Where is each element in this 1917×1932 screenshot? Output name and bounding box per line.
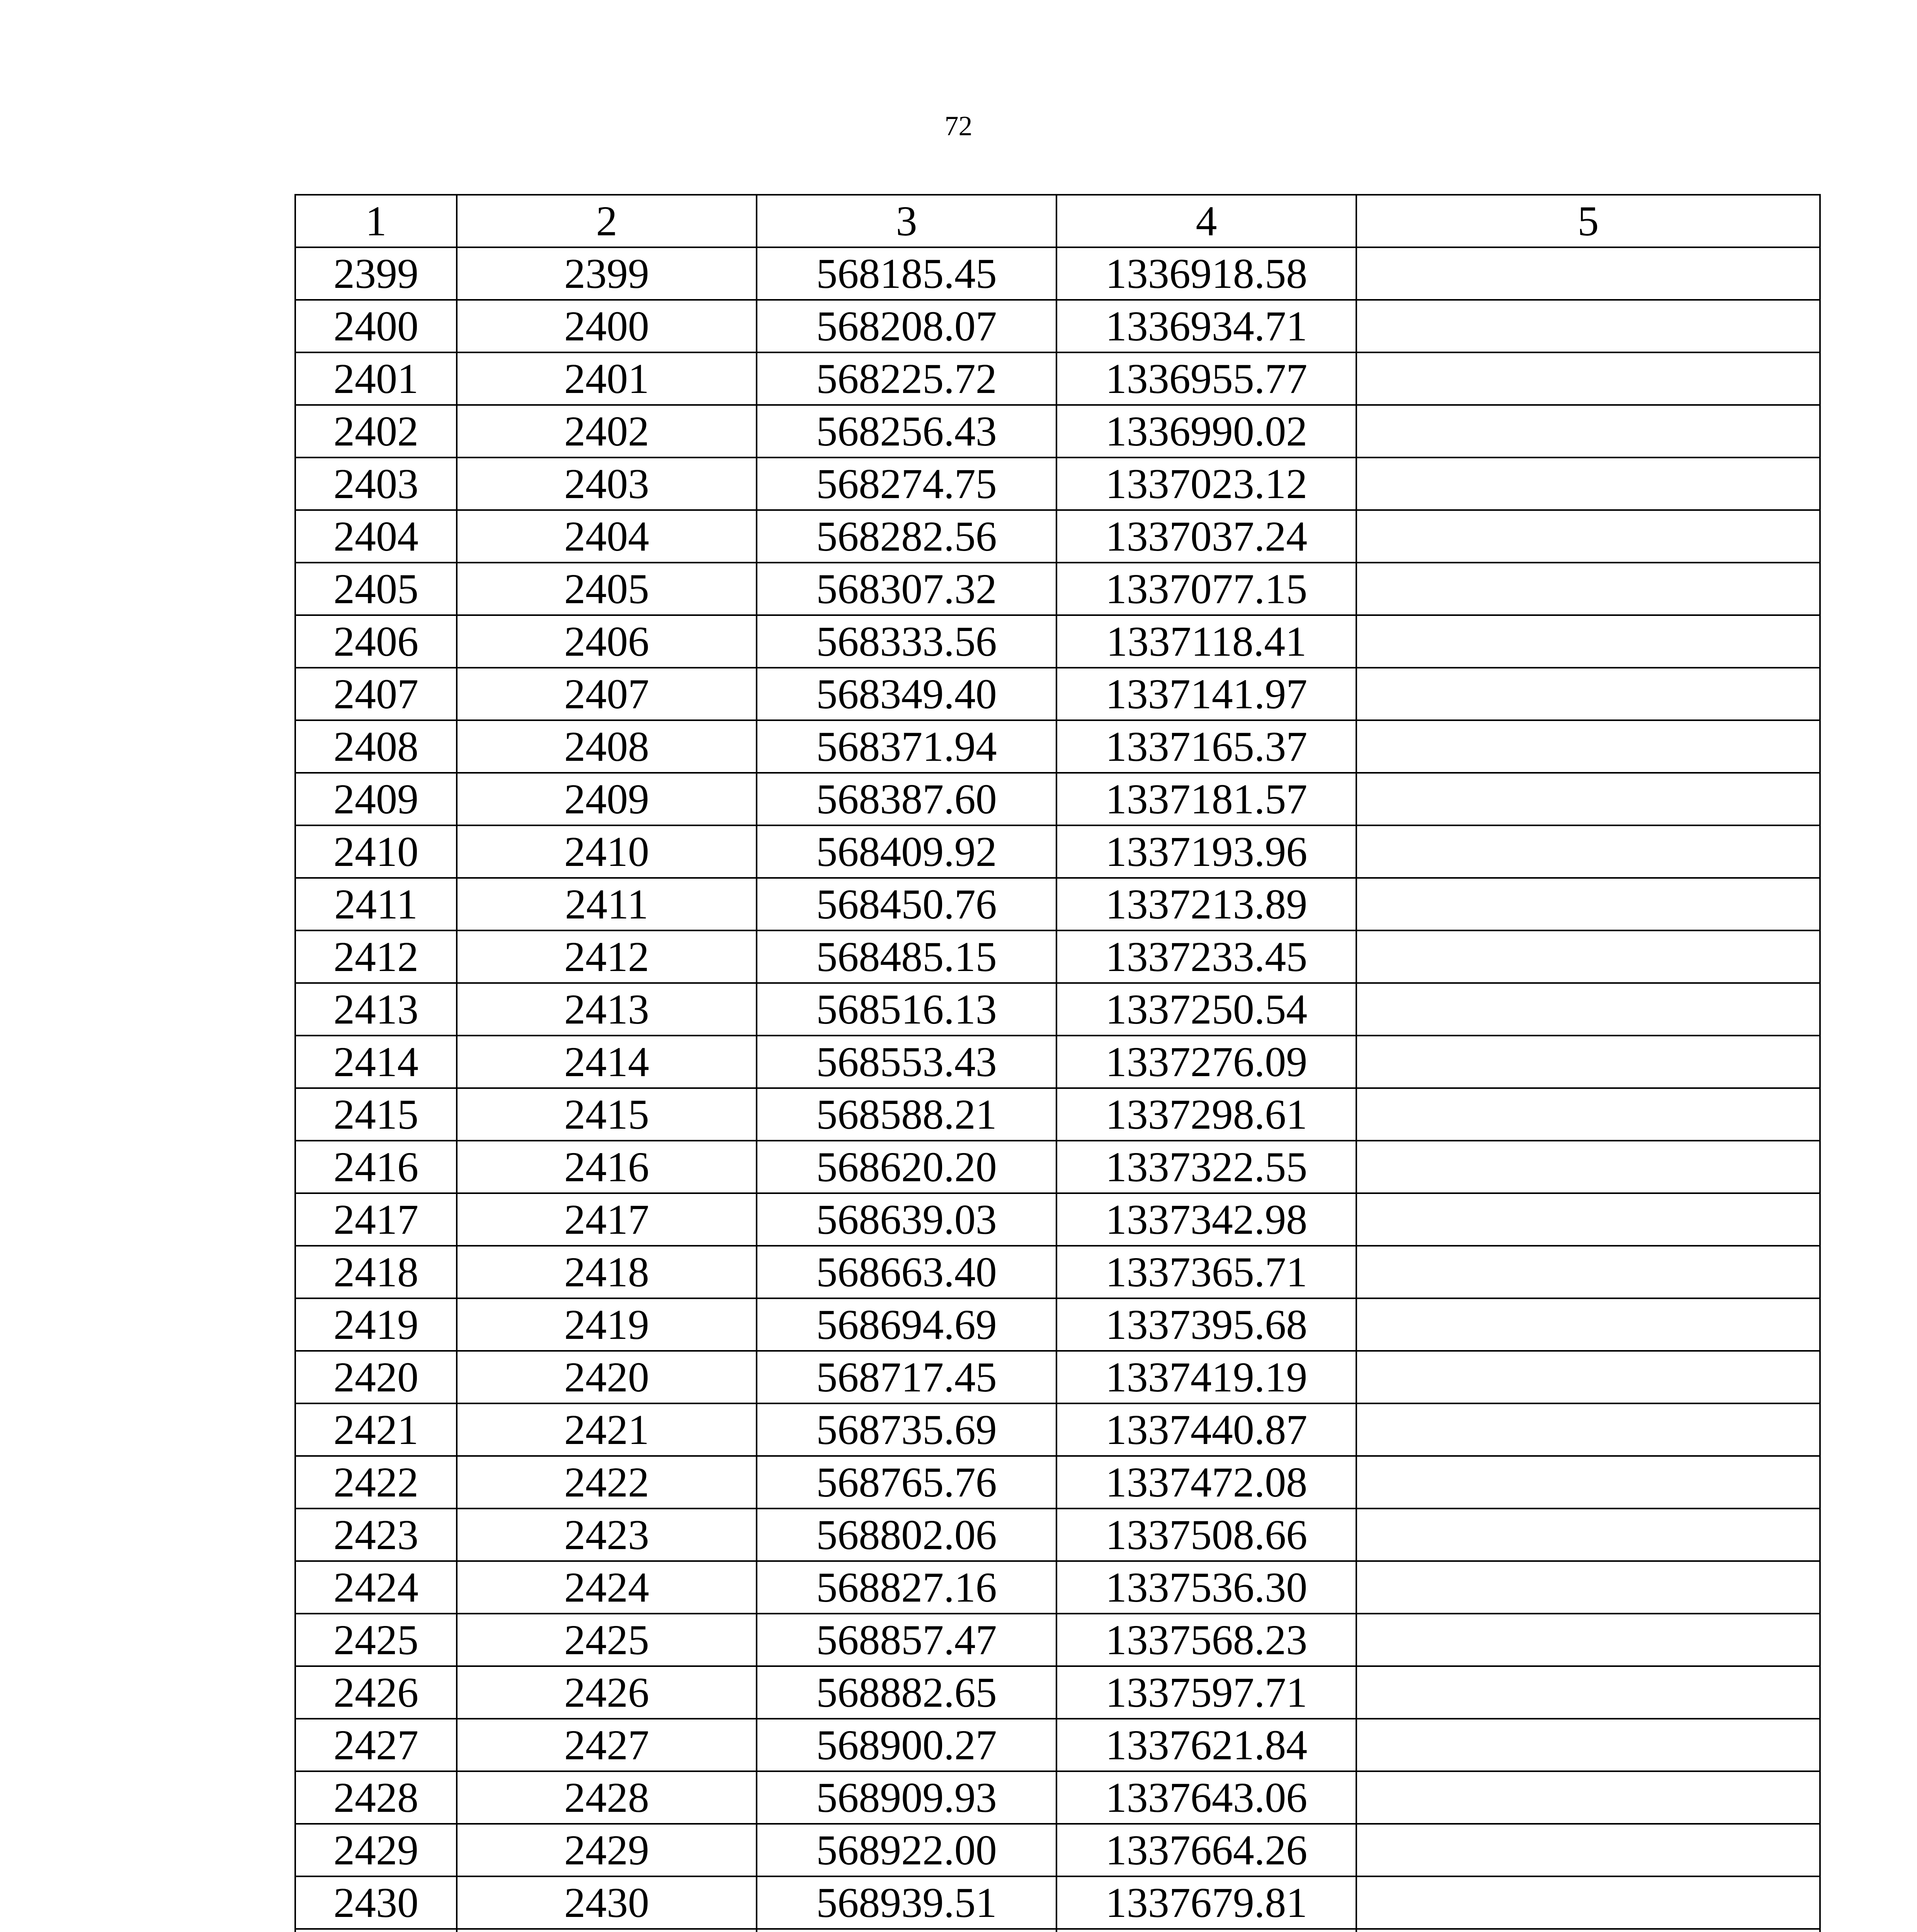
y-coordinate-cell: 1337440.87 [1056, 1403, 1356, 1456]
note-cell [1356, 983, 1820, 1036]
x-coordinate-cell: 568588.21 [757, 1088, 1056, 1141]
y-coordinate-cell: 1337621.84 [1056, 1719, 1356, 1771]
x-coordinate-cell: 568553.43 [757, 1036, 1056, 1088]
x-coordinate-cell: 568274.75 [757, 457, 1056, 510]
point-number-cell: 2410 [295, 825, 457, 878]
note-cell [1356, 1666, 1820, 1719]
x-coordinate-cell: 568349.40 [757, 668, 1056, 720]
note-cell [1356, 1614, 1820, 1666]
point-id-cell: 2416 [457, 1141, 757, 1193]
table-row [295, 930, 1820, 983]
x-coordinate-cell: 568516.13 [757, 983, 1056, 1036]
note-cell [1356, 1561, 1820, 1614]
point-id-cell: 2407 [457, 668, 757, 720]
point-id-cell: 2427 [457, 1719, 757, 1771]
note-cell [1356, 352, 1820, 405]
note-cell [1356, 1456, 1820, 1509]
x-coordinate-cell: 568333.56 [757, 615, 1056, 668]
point-number-cell: 2405 [295, 563, 457, 615]
point-id-cell: 2422 [457, 1456, 757, 1509]
point-number-cell: 2402 [295, 405, 457, 457]
table-row [295, 773, 1820, 825]
y-coordinate-cell: 1337643.06 [1056, 1771, 1356, 1824]
x-coordinate-cell: 568827.16 [757, 1561, 1056, 1614]
y-coordinate-cell: 1337023.12 [1056, 457, 1356, 510]
note-cell [1356, 1929, 1820, 1932]
x-coordinate-cell: 568765.76 [757, 1456, 1056, 1509]
point-id-cell: 2409 [457, 773, 757, 825]
point-id-cell: 2408 [457, 720, 757, 773]
note-cell [1356, 615, 1820, 668]
x-coordinate-cell: 568922.00 [757, 1824, 1056, 1876]
point-id-cell: 2423 [457, 1509, 757, 1561]
y-coordinate-cell: 1337276.09 [1056, 1036, 1356, 1088]
point-id-cell: 2403 [457, 457, 757, 510]
y-coordinate-cell: 1337536.30 [1056, 1561, 1356, 1614]
point-id-cell: 2402 [457, 405, 757, 457]
point-number-cell: 2411 [295, 878, 457, 930]
x-coordinate-cell: 568256.43 [757, 405, 1056, 457]
table-row [295, 1298, 1820, 1351]
point-number-cell: 2428 [295, 1771, 457, 1824]
note-cell [1356, 1193, 1820, 1246]
point-number-cell: 2427 [295, 1719, 457, 1771]
table-row [295, 563, 1820, 615]
coordinates-table [294, 194, 1821, 1932]
y-coordinate-cell: 1337597.71 [1056, 1666, 1356, 1719]
column-header-5: 5 [1356, 195, 1820, 247]
x-coordinate-cell: 568409.92 [757, 825, 1056, 878]
table-row [295, 1614, 1820, 1666]
y-coordinate-cell: 1337193.96 [1056, 825, 1356, 878]
point-number-cell: 2401 [295, 352, 457, 405]
point-id-cell: 2425 [457, 1614, 757, 1666]
point-number-cell: 2409 [295, 773, 457, 825]
point-id-cell: 2418 [457, 1246, 757, 1298]
y-coordinate-cell: 1337298.61 [1056, 1088, 1356, 1141]
x-coordinate-cell: 568909.93 [757, 1771, 1056, 1824]
point-number-cell: 2424 [295, 1561, 457, 1614]
y-coordinate-cell: 1337118.41 [1056, 615, 1356, 668]
table-row [295, 825, 1820, 878]
note-cell [1356, 878, 1820, 930]
point-number-cell: 2421 [295, 1403, 457, 1456]
y-coordinate-cell: 1337342.98 [1056, 1193, 1356, 1246]
table-row [295, 1561, 1820, 1614]
x-coordinate-cell: 568694.69 [757, 1298, 1056, 1351]
note-cell [1356, 668, 1820, 720]
point-number-cell: 2404 [295, 510, 457, 563]
table-row [295, 1036, 1820, 1088]
x-coordinate-cell: 568450.76 [757, 878, 1056, 930]
table-row [295, 1246, 1820, 1298]
table-row [295, 668, 1820, 720]
point-number-cell: 2416 [295, 1141, 457, 1193]
table-row [295, 1088, 1820, 1141]
x-coordinate-cell: 568735.69 [757, 1403, 1056, 1456]
point-id-cell: 2412 [457, 930, 757, 983]
point-id-cell: 2405 [457, 563, 757, 615]
table-row [295, 1876, 1820, 1929]
column-header-4: 4 [1056, 195, 1356, 247]
point-id-cell: 2417 [457, 1193, 757, 1246]
table-body [295, 247, 1820, 1932]
point-id-cell: 2424 [457, 1561, 757, 1614]
note-cell [1356, 1771, 1820, 1824]
table-row [295, 1719, 1820, 1771]
table-row [295, 300, 1820, 352]
point-number-cell: 2417 [295, 1193, 457, 1246]
note-cell [1356, 825, 1820, 878]
point-id-cell: 2429 [457, 1824, 757, 1876]
point-number-cell: 2419 [295, 1298, 457, 1351]
note-cell [1356, 1509, 1820, 1561]
y-coordinate-cell: 1337365.71 [1056, 1246, 1356, 1298]
y-coordinate-cell: 1337165.37 [1056, 720, 1356, 773]
note-cell [1356, 1403, 1820, 1456]
point-id-cell: 2421 [457, 1403, 757, 1456]
note-cell [1356, 405, 1820, 457]
column-header-1: 1 [295, 195, 457, 247]
point-number-cell: 2426 [295, 1666, 457, 1719]
y-coordinate-cell: 1337395.68 [1056, 1298, 1356, 1351]
x-coordinate-cell: 568225.72 [757, 352, 1056, 405]
point-number-cell: 2422 [295, 1456, 457, 1509]
table-row [295, 1509, 1820, 1561]
table-row [295, 1456, 1820, 1509]
point-number-cell: 2403 [295, 457, 457, 510]
note-cell [1356, 1298, 1820, 1351]
table-row [295, 1929, 1820, 1932]
x-coordinate-cell: 568939.51 [757, 1876, 1056, 1929]
table-row [295, 247, 1820, 300]
table-row [295, 1771, 1820, 1824]
table-row [295, 1141, 1820, 1193]
note-cell [1356, 1876, 1820, 1929]
table-row [295, 983, 1820, 1036]
point-id-cell: 2419 [457, 1298, 757, 1351]
x-coordinate-cell: 568387.60 [757, 773, 1056, 825]
table-row [295, 1666, 1820, 1719]
y-coordinate-cell: 1337568.23 [1056, 1614, 1356, 1666]
point-id-cell: 2400 [457, 300, 757, 352]
y-coordinate-cell: 1337250.54 [1056, 983, 1356, 1036]
point-id-cell: 2430 [457, 1876, 757, 1929]
y-coordinate-cell [1056, 1929, 1356, 1932]
table-row [295, 1824, 1820, 1876]
point-number-cell [295, 1929, 457, 1932]
point-number-cell: 2400 [295, 300, 457, 352]
point-number-cell: 2408 [295, 720, 457, 773]
x-coordinate-cell [757, 1929, 1056, 1932]
table-row [295, 352, 1820, 405]
table-header-row [295, 195, 1820, 247]
x-coordinate-cell: 568371.94 [757, 720, 1056, 773]
point-number-cell: 2418 [295, 1246, 457, 1298]
table-row [295, 720, 1820, 773]
note-cell [1356, 930, 1820, 983]
y-coordinate-cell: 1337664.26 [1056, 1824, 1356, 1876]
point-number-cell: 2429 [295, 1824, 457, 1876]
x-coordinate-cell: 568208.07 [757, 300, 1056, 352]
point-number-cell: 2423 [295, 1509, 457, 1561]
y-coordinate-cell: 1337679.81 [1056, 1876, 1356, 1929]
x-coordinate-cell: 568717.45 [757, 1351, 1056, 1403]
point-id-cell: 2401 [457, 352, 757, 405]
point-number-cell: 2399 [295, 247, 457, 300]
note-cell [1356, 1351, 1820, 1403]
y-coordinate-cell: 1337037.24 [1056, 510, 1356, 563]
y-coordinate-cell: 1337077.15 [1056, 563, 1356, 615]
point-number-cell: 2430 [295, 1876, 457, 1929]
point-id-cell: 2413 [457, 983, 757, 1036]
x-coordinate-cell: 568185.45 [757, 247, 1056, 300]
point-id-cell: 2426 [457, 1666, 757, 1719]
note-cell [1356, 563, 1820, 615]
table-row [295, 405, 1820, 457]
column-header-2: 2 [457, 195, 757, 247]
table-row [295, 878, 1820, 930]
note-cell [1356, 457, 1820, 510]
x-coordinate-cell: 568307.32 [757, 563, 1056, 615]
note-cell [1356, 1036, 1820, 1088]
y-coordinate-cell: 1336918.58 [1056, 247, 1356, 300]
note-cell [1356, 1141, 1820, 1193]
point-id-cell: 2428 [457, 1771, 757, 1824]
point-id-cell: 2404 [457, 510, 757, 563]
note-cell [1356, 247, 1820, 300]
note-cell [1356, 1719, 1820, 1771]
x-coordinate-cell: 568857.47 [757, 1614, 1056, 1666]
point-number-cell: 2415 [295, 1088, 457, 1141]
x-coordinate-cell: 568282.56 [757, 510, 1056, 563]
column-header-3: 3 [757, 195, 1056, 247]
point-id-cell: 2415 [457, 1088, 757, 1141]
point-number-cell: 2425 [295, 1614, 457, 1666]
x-coordinate-cell: 568882.65 [757, 1666, 1056, 1719]
table-row [295, 1403, 1820, 1456]
table-row [295, 1351, 1820, 1403]
page-number: 72 [944, 111, 973, 141]
y-coordinate-cell: 1337508.66 [1056, 1509, 1356, 1561]
note-cell [1356, 510, 1820, 563]
y-coordinate-cell: 1337181.57 [1056, 773, 1356, 825]
x-coordinate-cell: 568663.40 [757, 1246, 1056, 1298]
note-cell [1356, 773, 1820, 825]
point-id-cell: 2406 [457, 615, 757, 668]
point-id-cell: 2410 [457, 825, 757, 878]
note-cell [1356, 720, 1820, 773]
point-id-cell: 2411 [457, 878, 757, 930]
note-cell [1356, 1088, 1820, 1141]
y-coordinate-cell: 1336934.71 [1056, 300, 1356, 352]
table-row [295, 1193, 1820, 1246]
x-coordinate-cell: 568802.06 [757, 1509, 1056, 1561]
x-coordinate-cell: 568900.27 [757, 1719, 1056, 1771]
y-coordinate-cell: 1337233.45 [1056, 930, 1356, 983]
table-row [295, 510, 1820, 563]
note-cell [1356, 300, 1820, 352]
note-cell [1356, 1246, 1820, 1298]
point-number-cell: 2413 [295, 983, 457, 1036]
x-coordinate-cell: 568620.20 [757, 1141, 1056, 1193]
x-coordinate-cell: 568485.15 [757, 930, 1056, 983]
y-coordinate-cell: 1337419.19 [1056, 1351, 1356, 1403]
point-number-cell: 2407 [295, 668, 457, 720]
x-coordinate-cell: 568639.03 [757, 1193, 1056, 1246]
table-row [295, 457, 1820, 510]
point-number-cell: 2412 [295, 930, 457, 983]
y-coordinate-cell: 1337472.08 [1056, 1456, 1356, 1509]
y-coordinate-cell: 1336990.02 [1056, 405, 1356, 457]
point-number-cell: 2420 [295, 1351, 457, 1403]
point-id-cell: 2399 [457, 247, 757, 300]
note-cell [1356, 1824, 1820, 1876]
point-id-cell: 2420 [457, 1351, 757, 1403]
coordinates-table-container [294, 194, 1819, 1932]
point-number-cell: 2406 [295, 615, 457, 668]
y-coordinate-cell: 1337141.97 [1056, 668, 1356, 720]
y-coordinate-cell: 1337213.89 [1056, 878, 1356, 930]
y-coordinate-cell: 1337322.55 [1056, 1141, 1356, 1193]
table-row [295, 615, 1820, 668]
y-coordinate-cell: 1336955.77 [1056, 352, 1356, 405]
point-id-cell: 2414 [457, 1036, 757, 1088]
point-id-cell [457, 1929, 757, 1932]
point-number-cell: 2414 [295, 1036, 457, 1088]
